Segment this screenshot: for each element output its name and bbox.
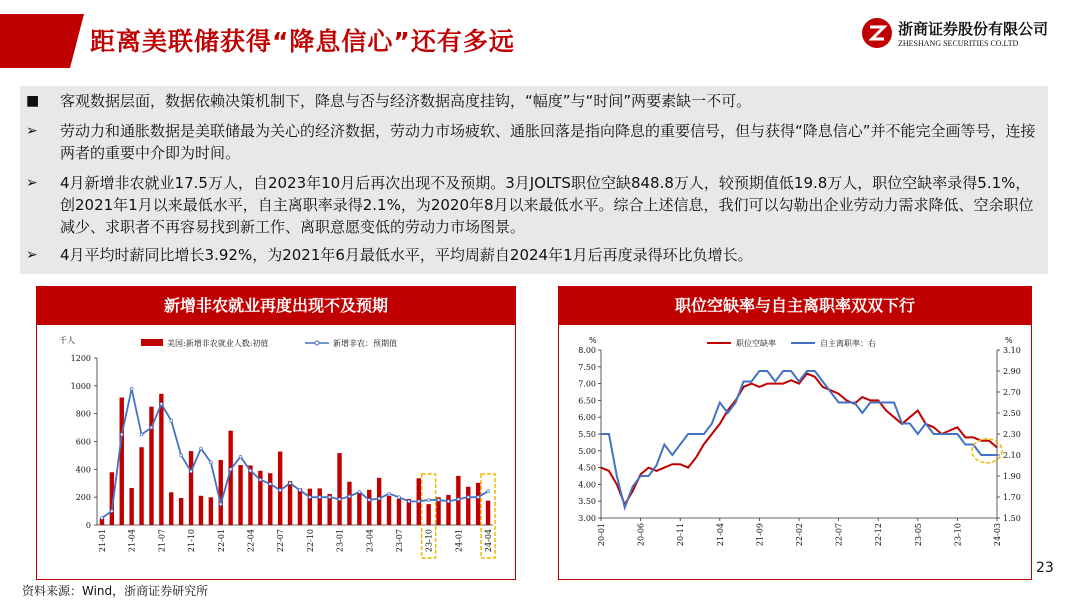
bar [486, 501, 490, 525]
bar [347, 482, 351, 525]
line-point [200, 447, 203, 450]
x-tick-label: 20-11 [676, 523, 686, 547]
line-point [120, 433, 123, 436]
arrow-bullet-icon: ➢ [26, 123, 38, 139]
chart-title: 新增非农就业再度出现不及预期 [37, 287, 515, 325]
legend-label: 新增非农：预期值 [333, 339, 397, 348]
right-y-tick-label: 3.10 [1003, 346, 1021, 355]
arrow-bullet-icon: ➢ [26, 175, 38, 191]
x-tick-label: 23-10 [953, 523, 963, 547]
bar [337, 453, 341, 525]
line-point [308, 496, 311, 499]
line-point [269, 483, 272, 486]
left-y-tick-label: 4.00 [578, 480, 596, 490]
line-point [279, 489, 282, 492]
left-y-tick-label: 6.00 [578, 413, 596, 423]
bullet-text: 4月新增非农就业17.5万人，自2023年10月后再次出现不及预期。3月JOLTS职位空缺848.8万人，较预期值低19.8万人，职位空缺率录得5.1%，创2021年1月以来最低水平，自主离职率录得2.1%，为2020年8月以来最低水平。综合上述信息，我们可以勾勒出企业劳动力需求降低、空余职位减少、求职者不再容易找到新工作、离职意愿变低的劳动力市场图景。 [60, 174, 1034, 236]
line-point [110, 510, 113, 513]
x-tick-label: 21-04 [127, 529, 137, 553]
bullet-text: 4月平均时薪同比增长3.92%，为2021年6月最低水平，平均周薪自2024年1月后再度录得环比负增长。 [60, 246, 753, 264]
bar [387, 496, 391, 525]
bar [159, 394, 163, 525]
bar [357, 492, 361, 525]
y-tick-label: 0 [85, 521, 91, 530]
bar [199, 496, 203, 525]
line-point [259, 478, 262, 481]
bar [426, 504, 430, 525]
bar [298, 488, 302, 525]
line-point [427, 499, 430, 502]
company-logo [862, 14, 1062, 58]
x-tick-label: 20-06 [636, 523, 646, 547]
left-y-tick-label: 7.50 [578, 362, 596, 372]
logo-name-cn: 浙商证券股份有限公司 [898, 20, 1049, 38]
line-point [477, 496, 480, 499]
x-tick-label: 22-02 [795, 523, 804, 547]
right-y-tick-label: 1.90 [1003, 472, 1021, 481]
right-y-tick-label: 1.70 [1003, 493, 1021, 502]
line-point [487, 490, 490, 493]
bar [268, 473, 272, 525]
line-point [219, 503, 222, 506]
x-tick-label: 24-01 [454, 529, 464, 553]
x-tick-label: 20-01 [597, 523, 606, 547]
x-tick-label: 21-01 [97, 529, 107, 553]
right-axis-unit-label: % [1005, 336, 1013, 345]
x-tick-label: 24-03 [993, 523, 1002, 547]
page-number: 23 [1036, 560, 1054, 576]
y-tick-label: 1000 [70, 381, 91, 391]
title-accent-triangle [70, 14, 84, 68]
legend-swatch-marker [315, 341, 319, 345]
x-tick-label: 23-10 [424, 529, 434, 553]
left-y-tick-label: 3.00 [578, 514, 596, 523]
line-point [150, 426, 153, 429]
right-y-tick-label: 2.90 [1003, 367, 1021, 376]
y-axis-unit-label: 千人 [59, 336, 75, 345]
bar [397, 499, 401, 525]
highlight-circle [972, 439, 1002, 463]
line-point [457, 498, 460, 501]
x-tick-label: 23-05 [913, 523, 923, 547]
bar [238, 465, 242, 525]
bar [308, 489, 312, 525]
bar [169, 492, 173, 525]
line-point [229, 468, 232, 471]
bar [288, 481, 292, 525]
left-y-tick-label: 5.00 [578, 446, 596, 456]
x-tick-label: 24-04 [484, 529, 494, 553]
x-tick-label: 22-10 [305, 529, 315, 553]
line-point [209, 461, 212, 464]
right-y-tick-label: 2.70 [1003, 388, 1021, 397]
line-point [368, 499, 371, 502]
y-tick-label: 800 [75, 409, 91, 419]
jolts-chart-panel [558, 286, 1032, 580]
x-tick-label: 23-01 [335, 529, 345, 553]
x-tick-label: 22-07 [276, 529, 286, 553]
title-accent-bar [0, 14, 70, 68]
logo-name-en: ZHESHANG SECURITIES CO.LTD [898, 39, 1019, 48]
left-y-tick-label: 5.50 [578, 430, 596, 439]
line-point [130, 387, 133, 390]
line-point [378, 497, 381, 500]
left-y-tick-label: 6.50 [578, 396, 596, 406]
left-y-tick-label: 8.00 [578, 346, 596, 355]
line-point [318, 496, 321, 499]
y-tick-label: 1200 [70, 354, 91, 363]
bar [189, 451, 193, 525]
x-tick-label: 23-07 [394, 529, 404, 553]
bar [446, 495, 450, 525]
source-note: 资料来源：Wind，浙商证券研究所 [22, 584, 209, 598]
bar [318, 488, 322, 525]
line-point [358, 490, 361, 493]
bar [209, 497, 213, 525]
left-y-tick-label: 7.00 [578, 379, 596, 389]
right-y-tick-label: 2.10 [1003, 451, 1021, 460]
nonfarm-chart [37, 326, 515, 578]
bar [179, 498, 183, 525]
line-point [299, 489, 302, 492]
left-axis-unit-label: % [589, 336, 597, 345]
x-tick-label: 21-07 [157, 529, 167, 553]
line-point [437, 499, 440, 502]
legend-label: 美国:新增非农就业人数:初值 [167, 339, 269, 348]
chart-title: 职位空缺率与自主离职率双双下行 [559, 287, 1031, 325]
line-point [398, 496, 401, 499]
x-tick-label: 21-04 [715, 523, 725, 547]
line-point [417, 500, 420, 503]
line-point [160, 403, 163, 406]
series-line-job-openings [601, 374, 997, 505]
bar [466, 487, 470, 525]
line-point [239, 455, 242, 458]
left-y-tick-label: 4.50 [578, 463, 596, 473]
line-point [447, 500, 450, 503]
right-y-tick-label: 2.50 [1003, 409, 1021, 418]
line-point [190, 470, 193, 473]
line-point [328, 496, 331, 499]
bullet-text: 劳动力和通胀数据是美联储最为关心的经济数据，劳动力市场疲软、通胀回落是指向降息的重要信号，但与获得“降息信心”并不能完全画等号，连接两者的重要中介即为时间。 [60, 122, 1036, 162]
line-point [289, 482, 292, 485]
nonfarm-chart-panel [36, 286, 516, 580]
arrow-bullet-icon: ➢ [26, 247, 38, 263]
x-tick-label: 22-01 [216, 529, 226, 553]
line-point [101, 517, 104, 520]
y-tick-label: 600 [75, 437, 91, 447]
x-tick-label: 22-07 [834, 523, 844, 547]
legend-label: 自主离职率：右 [820, 339, 876, 348]
summary-box [20, 86, 1048, 274]
logo-emblem-icon [862, 18, 892, 48]
x-tick-label: 23-04 [365, 529, 375, 553]
legend-label: 职位空缺率 [736, 339, 776, 348]
page-title: 距离美联储获得“降息信心”还有多远 [90, 27, 515, 56]
line-point [348, 495, 351, 498]
x-tick-label: 21-09 [755, 523, 765, 547]
y-tick-label: 400 [75, 465, 91, 475]
legend-swatch-bar [141, 339, 163, 346]
bar [120, 398, 124, 525]
y-tick-label: 200 [75, 493, 91, 503]
line-point [467, 496, 470, 499]
bar [476, 483, 480, 525]
x-tick-label: 21-10 [187, 529, 197, 553]
bullet-text: 客观数据层面，数据依赖决策机制下，降息与否与经济数据高度挂钩，“幅度”与“时间”两要素缺一不可。 [60, 92, 752, 110]
right-y-tick-label: 2.30 [1003, 430, 1021, 439]
line-point [249, 469, 252, 472]
x-tick-label: 22-04 [246, 529, 256, 553]
line-point [407, 500, 410, 503]
jolts-chart [559, 326, 1031, 578]
x-tick-label: 22-12 [874, 523, 884, 547]
bar [367, 490, 371, 525]
bar [219, 460, 223, 525]
line-point [180, 454, 183, 457]
line-point [388, 492, 391, 495]
bar [248, 465, 252, 525]
right-y-tick-label: 1.50 [1003, 514, 1021, 523]
left-y-tick-label: 3.50 [578, 497, 596, 507]
line-point [170, 419, 173, 422]
line-point [338, 498, 341, 501]
square-bullet-icon: ■ [26, 93, 40, 109]
bar [139, 447, 143, 525]
bar [377, 478, 381, 525]
series-line-quits [601, 371, 997, 508]
line-point [140, 433, 143, 436]
bar [129, 488, 133, 525]
